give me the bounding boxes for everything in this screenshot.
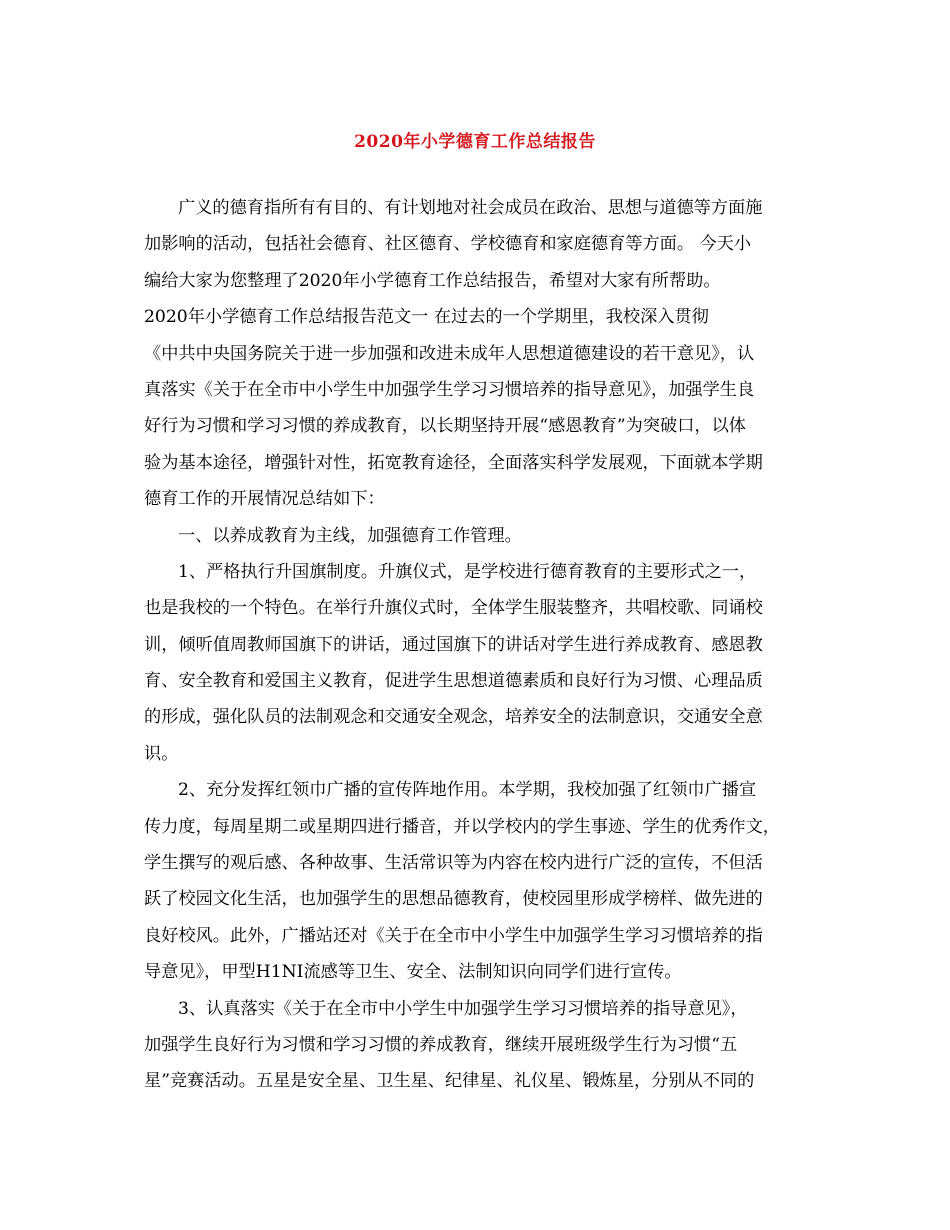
text-line: 2020年小学德育工作总结报告范文一 在过去的一个学期里，我校深入贯彻	[144, 307, 709, 328]
document-title: 2020年小学德育工作总结报告	[354, 132, 596, 152]
text-line: 加强学生良好行为习惯和学习习惯的养成教育，继续开展班级学生行为习惯“五	[144, 1034, 738, 1055]
text-line: 加影响的活动，包括社会德育、社区德育、学校德育和家庭德育等方面。 今天小	[144, 234, 752, 255]
document-body	[144, 190, 824, 1100]
text-line: 良好校风。此外，广播站还对《关于在全市中小学生中加强学生学习习惯培养的指	[144, 925, 763, 946]
text-line: 导意见》，甲型H1NI流感等卫生、安全、法制知识向同学们进行宣传。	[144, 962, 682, 983]
text-line: 传力度，每周星期二或星期四进行播音，并以学校内的学生事迹、学生的优秀作文，	[144, 816, 780, 837]
text-line: 跃了校园文化生活，也加强学生的思想品德教育，使校园里形成学榜样、做先进的	[144, 889, 763, 910]
text-line: 识。	[144, 743, 179, 764]
text-line: 星”竞赛活动。五星是安全星、卫生星、纪律星、礼仪星、锻炼星，分别从不同的	[144, 1071, 755, 1092]
text-line: 一、以养成教育为主线，加强德育工作管理。	[178, 525, 522, 546]
text-line: 编给大家为您整理了2020年小学德育工作总结报告，希望对大家有所帮助。	[144, 270, 721, 291]
text-line: 育、安全教育和爱国主义教育，促进学生思想道德素质和良好行为习惯、心理品质	[144, 671, 763, 692]
text-line: 学生撰写的观后感、各种故事、生活常识等为内容在校内进行广泛的宣传，不但活	[144, 853, 763, 874]
text-line: 3、认真落实《关于在全市中小学生中加强学生学习习惯培养的指导意见》，	[178, 998, 748, 1019]
text-line: 2、充分发挥红领巾广播的宣传阵地作用。本学期，我校加强了红领巾广播宣	[178, 780, 757, 801]
text-line: 的形成，强化队员的法制观念和交通安全观念，培养安全的法制意识，交通安全意	[144, 707, 763, 728]
text-line: 《中共中央国务院关于进一步加强和改进未成年人思想道德建设的若干意见》，认	[144, 343, 755, 364]
text-line: 1、严格执行升国旗制度。升旗仪式，是学校进行德育教育的主要形式之一，	[178, 561, 757, 582]
text-line: 训，倾听值周教师国旗下的讲话，通过国旗下的讲话对学生进行养成教育、感恩教	[144, 634, 763, 655]
text-line: 真落实《关于在全市中小学生中加强学生学习习惯培养的指导意见》，加强学生良	[144, 379, 755, 400]
text-line: 验为基本途径，增强针对性，拓宽教育途径，全面落实科学发展观，下面就本学期	[144, 452, 763, 473]
text-line: 德育工作的开展情况总结如下：	[144, 489, 385, 510]
text-line: 好行为习惯和学习习惯的养成教育，以长期坚持开展“感恩教育”为突破口，以体	[144, 416, 746, 437]
text-line: 广义的德育指所有有目的、有计划地对社会成员在政治、思想与道德等方面施	[178, 198, 763, 218]
text-line: 也是我校的一个特色。在举行升旗仪式时，全体学生服装整齐，共唱校歌、同诵校	[144, 598, 763, 619]
